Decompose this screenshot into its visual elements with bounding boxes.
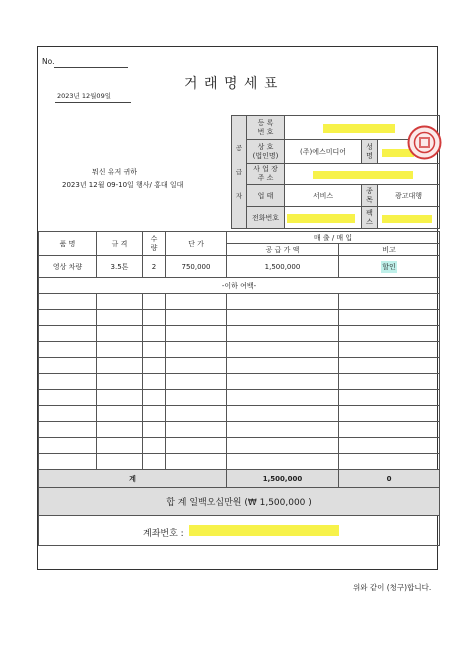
fax-value	[378, 207, 440, 229]
table-row	[39, 256, 440, 278]
table-row	[39, 422, 440, 438]
total-label: 계	[39, 470, 227, 488]
cell-qty: 2	[143, 256, 166, 278]
account-label: 계좌번호 :	[143, 529, 184, 539]
issue-date: 2023년 12월09일	[57, 92, 111, 100]
account-row	[39, 516, 440, 546]
redaction-mark	[189, 525, 339, 536]
business-item-label: 종 목	[362, 185, 378, 207]
table-row	[39, 358, 440, 374]
supplier-side-label	[232, 116, 247, 229]
table-row	[39, 374, 440, 390]
event-description: 2023년 12월 09-10일 행사/ 홍대 일대	[62, 181, 184, 189]
cell-price: 750,000	[166, 256, 227, 278]
phone-value	[285, 207, 362, 229]
doc-number-line	[54, 67, 128, 68]
footer-statement: 위와 같이 (청구)합니다.	[353, 583, 432, 592]
cell-note	[339, 256, 440, 278]
sum-total: 합 계 일백오십만원 (₩ 1,500,000 )	[39, 488, 440, 516]
phone-label: 전화번호	[247, 207, 285, 229]
company-name-value: (주)에스미디어	[285, 140, 362, 164]
supplier-side-char: 급	[235, 168, 243, 176]
total-note: 0	[339, 470, 440, 488]
company-name-label: 상 호 (법인명)	[247, 140, 285, 164]
table-row	[39, 454, 440, 470]
items-table	[38, 231, 440, 546]
cell-spec: 3.5톤	[97, 256, 143, 278]
page-title: 거 래 명 세 표	[184, 76, 279, 92]
fax-label: 팩 스	[362, 207, 378, 229]
table-row	[39, 342, 440, 358]
business-item-value: 광고대행	[378, 185, 440, 207]
address-label: 사 업 장 주 소	[247, 164, 285, 185]
total-supply: 1,500,000	[227, 470, 339, 488]
date-underline	[55, 102, 131, 103]
table-row	[39, 390, 440, 406]
business-type-label: 업 태	[247, 185, 285, 207]
redaction-mark	[323, 124, 395, 133]
cell-item: 영상 차량	[39, 256, 97, 278]
rep-name-label: 성 명	[362, 140, 378, 164]
address-value	[285, 164, 440, 185]
col-header-price: 단 가	[166, 232, 227, 256]
col-header-item: 품 명	[39, 232, 97, 256]
doc-number-label: No.	[42, 57, 55, 66]
recipient-name: 뭐신 유저 귀하	[92, 168, 138, 176]
reg-number-label: 등 록 번 호	[247, 116, 285, 140]
table-row	[39, 438, 440, 454]
redaction-mark	[382, 215, 432, 223]
col-header-note: 비고	[339, 244, 440, 256]
cell-supply: 1,500,000	[227, 256, 339, 278]
company-seal-stamp	[407, 125, 442, 160]
col-header-sales: 매 출 / 매 입	[227, 232, 440, 244]
discount-note: 할인	[382, 262, 396, 271]
supplier-side-char: 자	[235, 192, 243, 200]
table-row	[39, 294, 440, 310]
supplier-side-char: 공	[235, 144, 243, 152]
table-row	[39, 406, 440, 422]
invoice-form	[37, 46, 438, 570]
col-header-spec: 규 격	[97, 232, 143, 256]
total-row	[39, 470, 440, 488]
col-header-qty: 수 량	[143, 232, 166, 256]
redaction-mark	[313, 171, 413, 179]
table-row	[39, 310, 440, 326]
business-type-value: 서비스	[285, 185, 362, 207]
redaction-mark	[287, 214, 355, 223]
empty-note-row: -이하 여백-	[39, 278, 440, 294]
col-header-supply: 공 급 가 액	[227, 244, 339, 256]
table-row	[39, 326, 440, 342]
